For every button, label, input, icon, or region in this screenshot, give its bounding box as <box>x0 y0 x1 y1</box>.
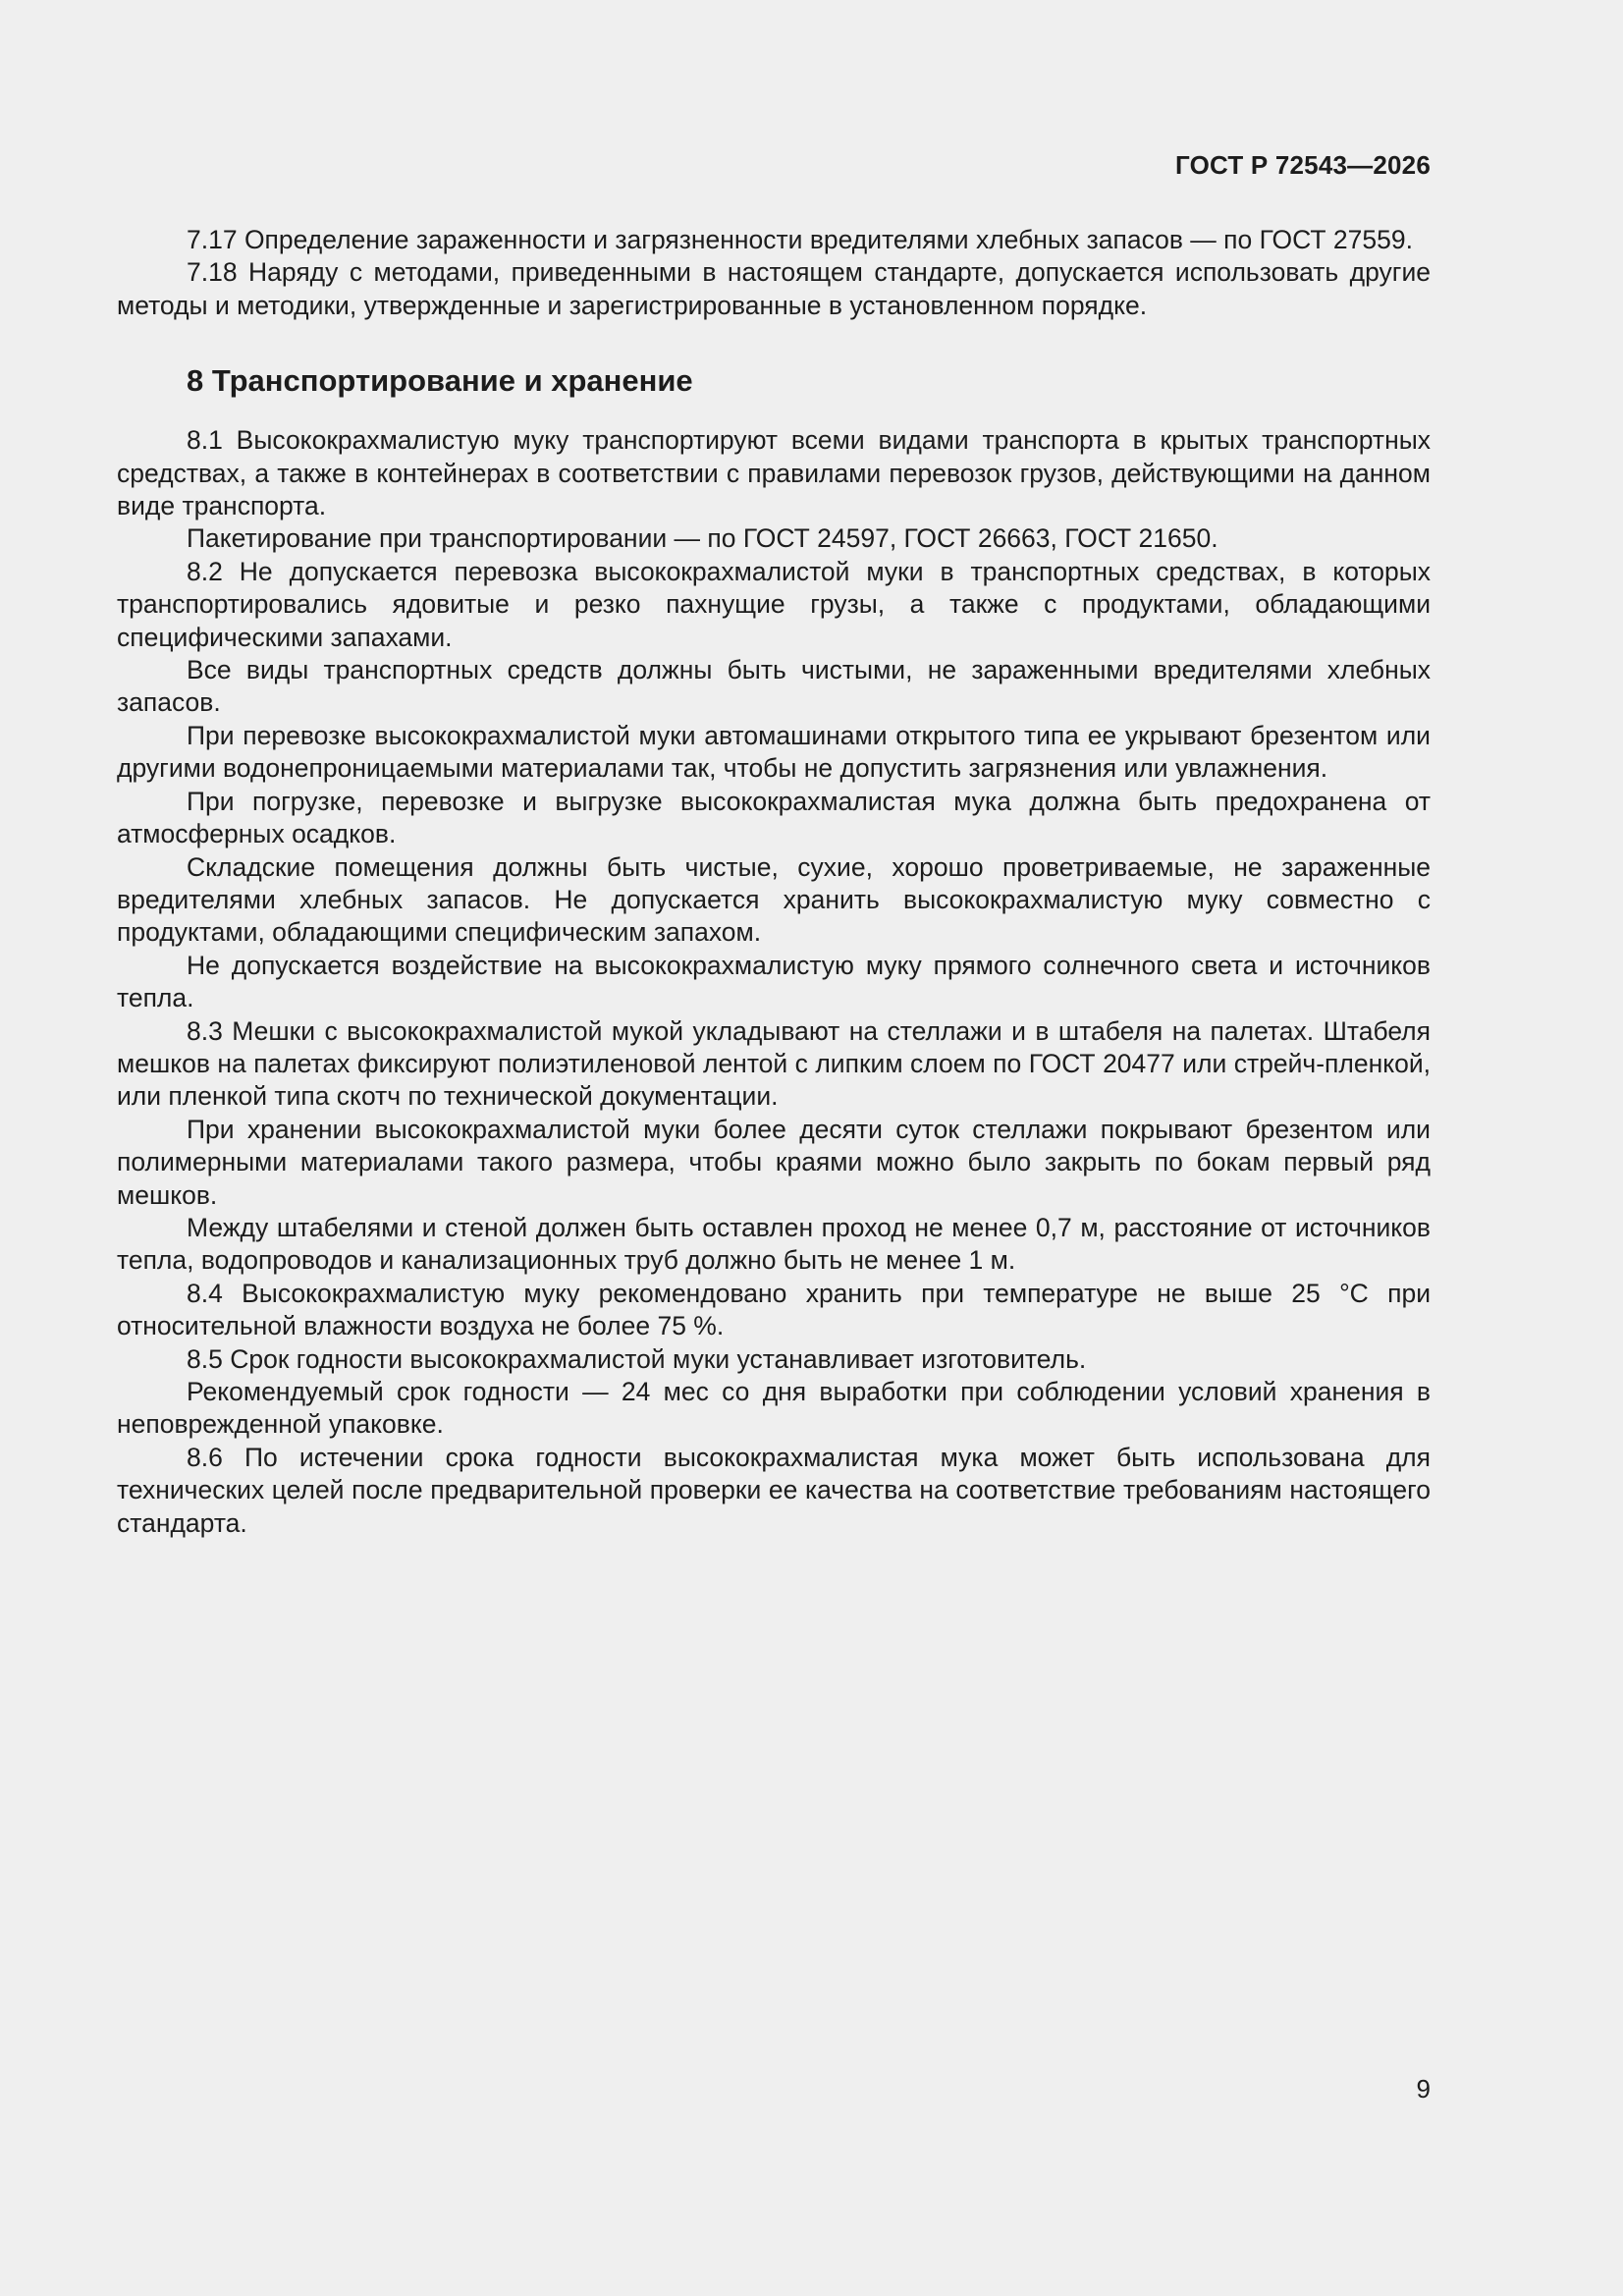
paragraph: 8.1 Высококрахмалистую муку транспортируют всеми видами транспорта в крытых транспортных средствах, а также в контейнерах в соответствии с правилами перевозок грузов, действующими на данном виде транспорта. <box>117 425 1431 521</box>
paragraph: Пакетирование при транспортировании — по ГОСТ 24597, ГОСТ 26663, ГОСТ 21650. <box>187 523 1218 554</box>
paragraph: 8.5 Срок годности высококрахмалистой муки устанавливает изготовитель. <box>187 1343 1087 1374</box>
page-number: 9 <box>1416 2074 1431 2104</box>
paragraph: 8.6 По истечении срока годности высококрахмалистая мука может быть использована для технических целей после предварительной проверки ее качества на соответствие требованиям настоящего стандарта. <box>117 1442 1431 1538</box>
paragraph: Складские помещения должны быть чистые, сухие, хорошо проветриваемые, не зараженные вредителями хлебных запасов. Не допускается хранить высококрахмалистую муку совместно с продуктами, обладающими специфическим запахом. <box>117 851 1431 948</box>
paragraph: Не допускается воздействие на высококрахмалистую муку прямого солнечного света и источников тепла. <box>117 950 1431 1013</box>
paragraph: При хранении высококрахмалистой муки более десяти суток стеллажи покрывают брезентом или полимерными материалами такого размера, чтобы краями можно было закрыть по бокам первый ряд мешков. <box>117 1114 1431 1210</box>
paragraph: Между штабелями и стеной должен быть оставлен проход не менее 0,7 м, расстояние от источников тепла, водопроводов и канализационных труб должно быть не менее 1 м. <box>117 1212 1431 1276</box>
paragraph: 8.4 Высококрахмалистую муку рекомендовано хранить при температуре не выше 25 °С при относительной влажности воздуха не более 75 %. <box>117 1278 1431 1341</box>
section-heading: 8 Транспортирование и хранение <box>187 363 693 399</box>
paragraph: 8.3 Мешки с высококрахмалистой мукой укладывают на стеллажи и в штабеля на палетах. Штабеля мешков на палетах фиксируют полиэтиленовой лентой с липким слоем по ГОСТ 20477 или стрейч-пленкой, или пленкой типа скотч по технической документации. <box>117 1015 1431 1112</box>
paragraph-7-18: 7.18 Наряду с методами, приведенными в настоящем стандарте, допускается использовать другие методы и методики, утвержденные и зарегистрированные в установленном порядке. <box>117 257 1431 320</box>
paragraph: 8.2 Не допускается перевозка высококрахмалистой муки в транспортных средствах, в которых транспортировались ядовитые и резко пахнущие грузы, а также с продуктами, обладающими специфическими запахами. <box>117 556 1431 652</box>
paragraph: При перевозке высококрахмалистой муки автомашинами открытого типа ее укрывают брезентом или другими водонепроницаемыми материалами так, чтобы не допустить загрязнения или увлажнения. <box>117 720 1431 784</box>
document-body <box>117 224 1431 1540</box>
paragraph: Все виды транспортных средств должны быть чистыми, не зараженными вредителями хлебных запасов. <box>117 655 1431 718</box>
paragraph-7-17: 7.17 Определение зараженности и загрязненности вредителями хлебных запасов — по ГОСТ 27559. <box>187 225 1413 254</box>
paragraph: При погрузке, перевозке и выгрузке высококрахмалистая мука должна быть предохранена от атмосферных осадков. <box>117 786 1431 849</box>
paragraph: Рекомендуемый срок годности — 24 мес со дня выработки при соблюдении условий хранения в неповрежденной упаковке. <box>117 1377 1431 1440</box>
document-header: ГОСТ Р 72543—2026 <box>1175 150 1431 180</box>
